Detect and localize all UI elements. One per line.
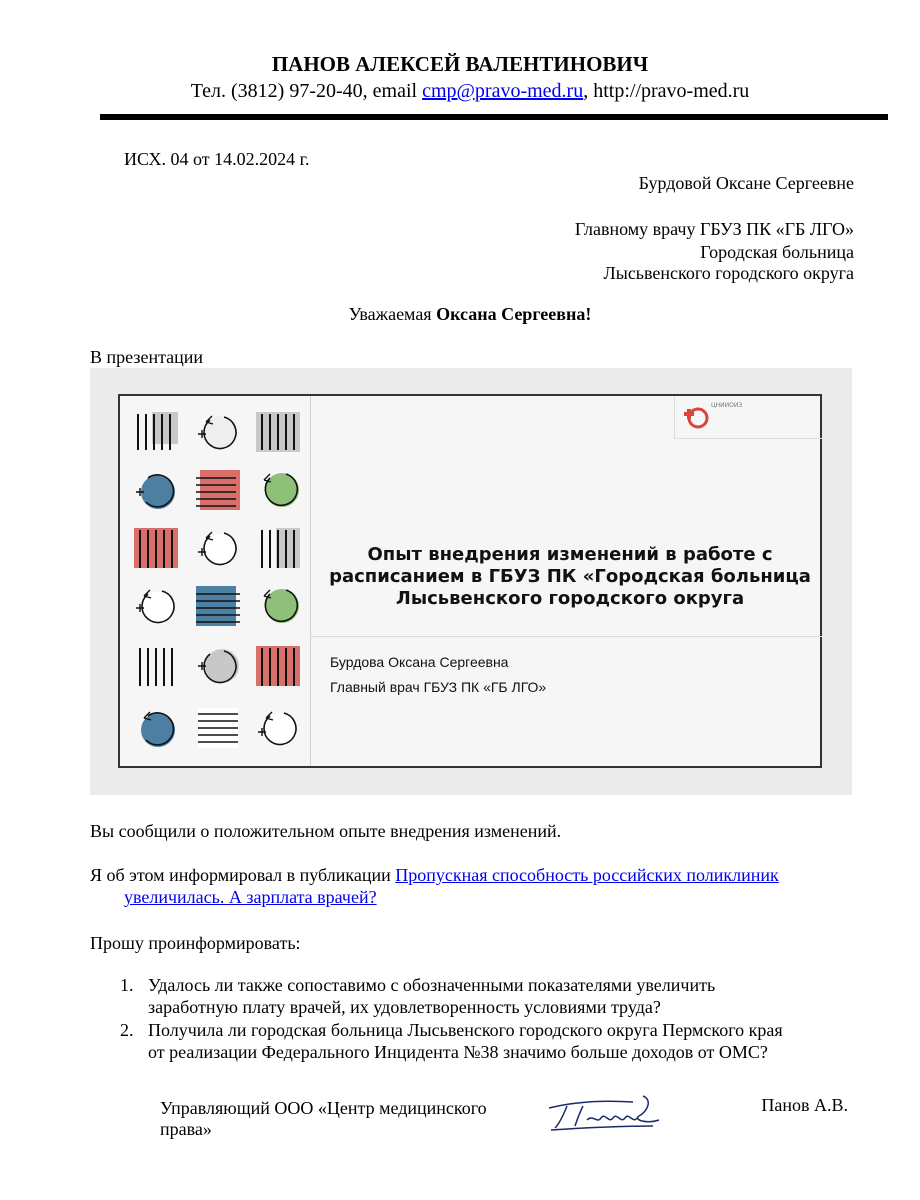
signatory-role: Управляющий ООО «Центр медицинского xyxy=(160,1098,487,1118)
addressee-org-2: Лысьвенского городского округа xyxy=(603,263,854,283)
request-intro: Прошу проинформировать: xyxy=(90,933,301,953)
list-item-number: 1. xyxy=(120,975,134,995)
lines-tile-icon xyxy=(134,646,178,690)
paragraph-experience: Вы сообщили о положительном опыте внедрения изменений. xyxy=(90,821,562,841)
medical-cross-logo-icon xyxy=(681,402,711,432)
refresh-circle-icon xyxy=(196,412,240,456)
publication-link-continued[interactable]: увеличилась. А зарплата врачей? xyxy=(124,887,377,907)
list-item-text: заработную плату врачей, их удовлетворенность условиями труда? xyxy=(148,997,661,1017)
header-divider xyxy=(100,114,888,120)
handwritten-signature xyxy=(543,1090,669,1134)
list-item-text: Получила ли городская больница Лысьвенского городского округа Пермского края xyxy=(148,1020,783,1040)
website-text: , http://pravo-med.ru xyxy=(583,80,750,102)
presentation-slide-image xyxy=(90,368,852,795)
green-refresh-icon xyxy=(256,470,300,514)
refresh-circle-icon xyxy=(134,586,178,630)
greeting-prefix: Уважаемая xyxy=(348,304,437,324)
refresh-circle-icon xyxy=(196,528,240,572)
slide-author: Бурдова Оксана Сергеевна xyxy=(330,654,509,670)
slide-frame xyxy=(118,394,822,768)
intro-text: В презентации xyxy=(90,347,204,367)
lines-tile-icon xyxy=(256,412,300,456)
paragraph-publication xyxy=(90,864,779,886)
green-refresh-icon xyxy=(256,586,300,630)
blue-lines-tile-icon xyxy=(196,586,240,630)
horizontal-lines-icon xyxy=(196,708,240,752)
addressee-name: Бурдовой Оксане Сергеевне xyxy=(638,173,854,193)
lines-tile-icon xyxy=(134,412,178,456)
gray-refresh-icon xyxy=(196,646,240,690)
list-item-text: от реализации Федерального Инцидента №38 значимо больше доходов от ОМС? xyxy=(148,1042,768,1062)
signatory-role-continued: права» xyxy=(160,1119,212,1139)
phone-text: Тел. (3812) 97-20-40, email xyxy=(190,80,423,102)
slide-logo xyxy=(674,396,823,439)
signatory-name: Панов А.В. xyxy=(761,1095,848,1115)
blue-refresh-icon xyxy=(134,708,178,752)
list-item-text: Удалось ли также сопоставимо с обозначенными показателями увеличить xyxy=(148,975,716,995)
red-lines-tile-icon xyxy=(134,528,178,572)
email-link[interactable]: cmp@pravo-med.ru xyxy=(422,80,584,102)
refresh-circle-icon xyxy=(256,708,300,752)
list-item-number: 2. xyxy=(120,1020,134,1040)
slide-author-role: Главный врач ГБУЗ ПК «ГБ ЛГО» xyxy=(330,679,547,695)
slide-title: Опыт внедрения изменений в работе с расписанием в ГБУЗ ПК «Городская больница Лысьвенского городского округа xyxy=(329,544,811,609)
red-lines-tile-icon xyxy=(256,646,300,690)
blue-refresh-icon xyxy=(134,470,178,514)
greeting-name: Оксана Сергеевна! xyxy=(436,304,592,324)
slide-pattern-panel xyxy=(120,396,311,766)
sender-contacts xyxy=(0,80,920,103)
slide-divider xyxy=(310,636,822,637)
addressee-org: Городская больница xyxy=(700,242,854,262)
sender-name: ПАНОВ АЛЕКСЕЙ ВАЛЕНТИНОВИЧ xyxy=(271,52,649,76)
publication-link[interactable]: Пропускная способность российских поликлиник xyxy=(395,865,779,885)
reference-number: ИСХ. 04 от 14.02.2024 г. xyxy=(124,149,310,169)
logo-caption: ЦНИИОИЗ xyxy=(711,402,743,409)
red-lines-tile-icon xyxy=(196,470,240,514)
lines-tile-icon xyxy=(256,528,300,572)
publication-prefix: Я об этом информировал в публикации xyxy=(90,865,396,885)
greeting xyxy=(0,303,920,325)
addressee-title: Главному врачу ГБУЗ ПК «ГБ ЛГО» xyxy=(574,219,854,239)
